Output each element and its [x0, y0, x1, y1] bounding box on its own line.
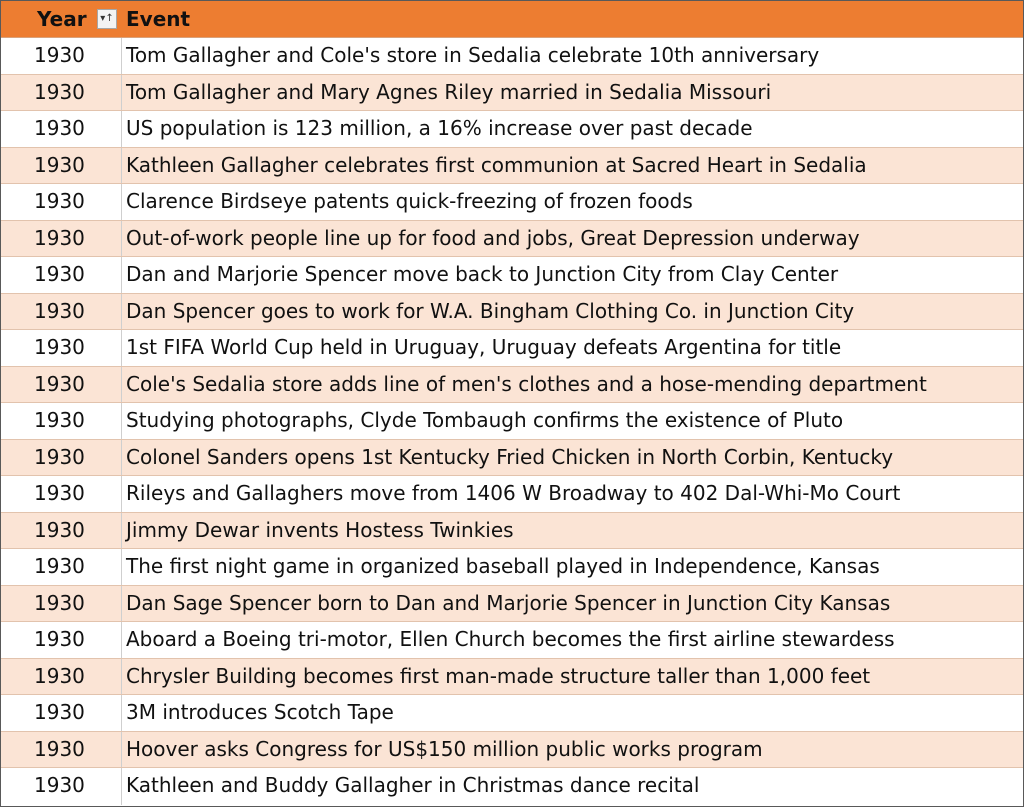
- year-cell[interactable]: 1930: [1, 111, 122, 147]
- year-cell[interactable]: 1930: [1, 440, 122, 476]
- event-cell[interactable]: Tom Gallagher and Mary Agnes Riley married in Sedalia Missouri: [126, 79, 772, 104]
- year-cell[interactable]: 1930: [1, 549, 122, 585]
- year-cell[interactable]: 1930: [1, 257, 122, 293]
- year-cell[interactable]: 1930: [1, 367, 122, 403]
- table-row: [1, 768, 1023, 805]
- table-row: [1, 476, 1023, 513]
- year-cell[interactable]: 1930: [1, 403, 122, 439]
- event-cell[interactable]: US population is 123 million, a 16% increase over past decade: [126, 116, 753, 140]
- table-row: [1, 330, 1023, 367]
- table-row: [1, 257, 1023, 294]
- event-cell[interactable]: Dan and Marjorie Spencer move back to Junction City from Clay Center: [126, 262, 839, 286]
- event-cell[interactable]: Hoover asks Congress for US$150 million public works program: [126, 736, 763, 761]
- event-cell[interactable]: Kathleen and Buddy Gallagher in Christmas dance recital: [126, 773, 700, 797]
- table-body: [1, 38, 1023, 805]
- year-cell[interactable]: 1930: [1, 659, 122, 695]
- event-cell[interactable]: Jimmy Dewar invents Hostess Twinkies: [126, 517, 514, 542]
- year-cell[interactable]: 1930: [1, 622, 122, 658]
- table-header: [1, 1, 1023, 38]
- event-cell[interactable]: Colonel Sanders opens 1st Kentucky Fried Chicken in North Corbin, Kentucky: [126, 444, 894, 469]
- event-cell[interactable]: Rileys and Gallaghers move from 1406 W Broadway to 402 Dal-Whi-Mo Court: [126, 481, 901, 505]
- table-row: [1, 513, 1023, 550]
- year-cell[interactable]: 1930: [1, 294, 122, 330]
- table-row: [1, 184, 1023, 221]
- event-cell[interactable]: 1st FIFA World Cup held in Uruguay, Uruguay defeats Argentina for title: [126, 335, 842, 359]
- header-year-label: Year: [37, 7, 87, 31]
- table-row: [1, 38, 1023, 75]
- header-year-cell: [1, 1, 122, 37]
- event-cell[interactable]: Tom Gallagher and Cole's store in Sedalia celebrate 10th anniversary: [126, 43, 820, 67]
- year-cell[interactable]: 1930: [1, 184, 122, 220]
- year-cell[interactable]: 1930: [1, 513, 122, 549]
- event-cell[interactable]: Kathleen Gallagher celebrates first communion at Sacred Heart in Sedalia: [126, 152, 867, 177]
- event-cell[interactable]: Clarence Birdseye patents quick-freezing of frozen foods: [126, 189, 693, 213]
- event-cell[interactable]: Studying photographs, Clyde Tombaugh confirms the existence of Pluto: [126, 408, 844, 432]
- table-row: [1, 695, 1023, 732]
- table-row: [1, 148, 1023, 185]
- year-cell[interactable]: 1930: [1, 75, 122, 111]
- year-cell[interactable]: 1930: [1, 148, 122, 184]
- table-row: [1, 75, 1023, 112]
- table-row: [1, 549, 1023, 586]
- header-event-label: Event: [126, 7, 191, 31]
- table-row: [1, 221, 1023, 258]
- year-cell[interactable]: 1930: [1, 586, 122, 622]
- table-row: [1, 440, 1023, 477]
- year-cell[interactable]: 1930: [1, 732, 122, 768]
- year-cell[interactable]: 1930: [1, 330, 122, 366]
- table-row: [1, 732, 1023, 769]
- year-cell[interactable]: 1930: [1, 221, 122, 257]
- table-row: [1, 586, 1023, 623]
- event-cell[interactable]: Out-of-work people line up for food and jobs, Great Depression underway: [126, 225, 860, 250]
- event-cell[interactable]: Cole's Sedalia store adds line of men's clothes and a hose-mending department: [126, 371, 927, 396]
- year-cell[interactable]: 1930: [1, 768, 122, 805]
- table-row: [1, 294, 1023, 331]
- year-cell[interactable]: 1930: [1, 695, 122, 731]
- table-row: [1, 622, 1023, 659]
- event-cell[interactable]: Dan Spencer goes to work for W.A. Bingham Clothing Co. in Junction City: [126, 298, 855, 323]
- table-row: [1, 367, 1023, 404]
- event-cell[interactable]: The first night game in organized baseball played in Independence, Kansas: [126, 554, 880, 578]
- year-cell[interactable]: 1930: [1, 38, 122, 74]
- header-event-cell: [122, 1, 1023, 37]
- event-cell[interactable]: 3M introduces Scotch Tape: [126, 700, 394, 724]
- table-row: [1, 659, 1023, 696]
- table-row: [1, 111, 1023, 148]
- sort-filter-icon[interactable]: ▾↑: [97, 9, 117, 29]
- event-cell[interactable]: Aboard a Boeing tri-motor, Ellen Church becomes the first airline stewardess: [126, 627, 895, 651]
- event-cell[interactable]: Chrysler Building becomes first man-made structure taller than 1,000 feet: [126, 663, 871, 688]
- event-cell[interactable]: Dan Sage Spencer born to Dan and Marjorie Spencer in Junction City Kansas: [126, 590, 891, 615]
- table-row: [1, 403, 1023, 440]
- year-cell[interactable]: 1930: [1, 476, 122, 512]
